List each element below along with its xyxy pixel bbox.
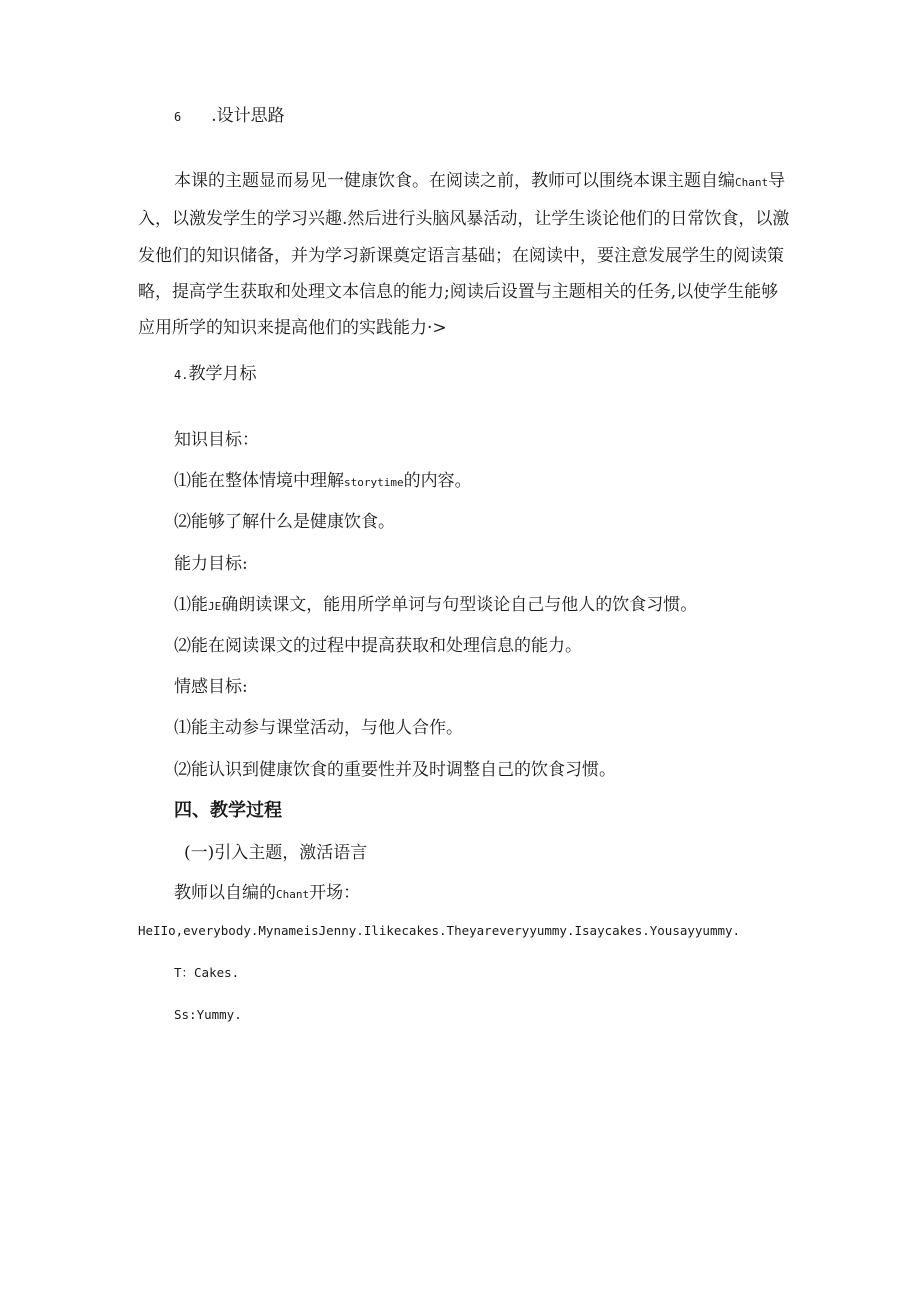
knowledge-goals-label: 知识目标： [174,430,259,450]
students-line: Ss:Yummy. [174,1007,242,1022]
goal-text: 确朗读课文，能用所学单诃与句型谈论自己与他人的饮食习惯。 [221,595,698,615]
ability-goals-label: 能力目标: [174,554,248,574]
intro-text: 开场： [309,883,361,903]
je-term: JE [208,600,222,613]
process-intro-line [174,885,360,902]
goal-text: 的内容。 [403,471,472,491]
process-subheading-1: (一)引入主题，激活语言 [184,843,368,863]
ability-goal-item-1 [174,597,697,614]
process-heading: 四、教学过程 [174,800,282,821]
chant-term: Chant [735,176,769,189]
intro-text: 教师以自编的 [174,883,276,903]
emotion-goal-item-2: ⑵能认识到健康饮食的重要性并及时调整自己的饮食习惯。 [174,760,616,780]
section-goals-number: 4. [174,368,189,382]
design-paragraph-line-5: 应用所学的知识来提高他们的实践能力·> [138,318,447,338]
design-paragraph-line-2: 入，以激发学生的学习兴趣.然后进行头脑风暴活动，让学生谈论他们的日常饮食，以激 [138,209,790,229]
goal-text: ⑴能在整体情境中理解 [174,471,344,491]
emotion-goals-label: 情感目标: [174,677,248,697]
design-paragraph-line-3: 发他们的知识储备，并为学习新课奠定语言基础；在阅读中，要注意发展学生的阅读策 [138,246,784,266]
section-design-number: 6 [174,110,182,124]
design-text: 本课的主题显而易见一健康饮食。在阅读之前，教师可以围绕本课主题自编 [174,171,735,191]
chant-term: Chant [276,888,310,901]
goal-text: ⑴能 [174,595,208,615]
knowledge-goal-item-2: ⑵能够了解什么是健康饮食。 [174,512,395,532]
design-paragraph-line-1 [174,173,785,190]
section-goals-heading [174,366,256,383]
ability-goal-item-2: ⑵能在阅读课文的过程中提高获取和处理信息的能力。 [174,636,582,656]
section-design-title: .设计思路 [211,106,285,126]
section-design-heading [174,108,285,125]
design-paragraph-line-4: 略，提高学生获取和处理文本信息的能力;阅读后设置与主题相关的任务,以使学生能够 [138,282,779,302]
emotion-goal-item-1: ⑴能主动参与课堂活动，与他人合作。 [174,718,463,738]
section-goals-title: 教学月标 [188,364,257,384]
teacher-line: T：Cakes. [174,965,240,980]
knowledge-goal-item-1 [174,473,472,490]
design-text: 导 [768,171,786,191]
chant-text-line: HeIIo,everybody.MynameisJenny.Ilikecakes.Theyareveryyummy.Isaycakes.Yousayyummy. [138,923,741,938]
storytime-term: storytime [344,476,404,489]
